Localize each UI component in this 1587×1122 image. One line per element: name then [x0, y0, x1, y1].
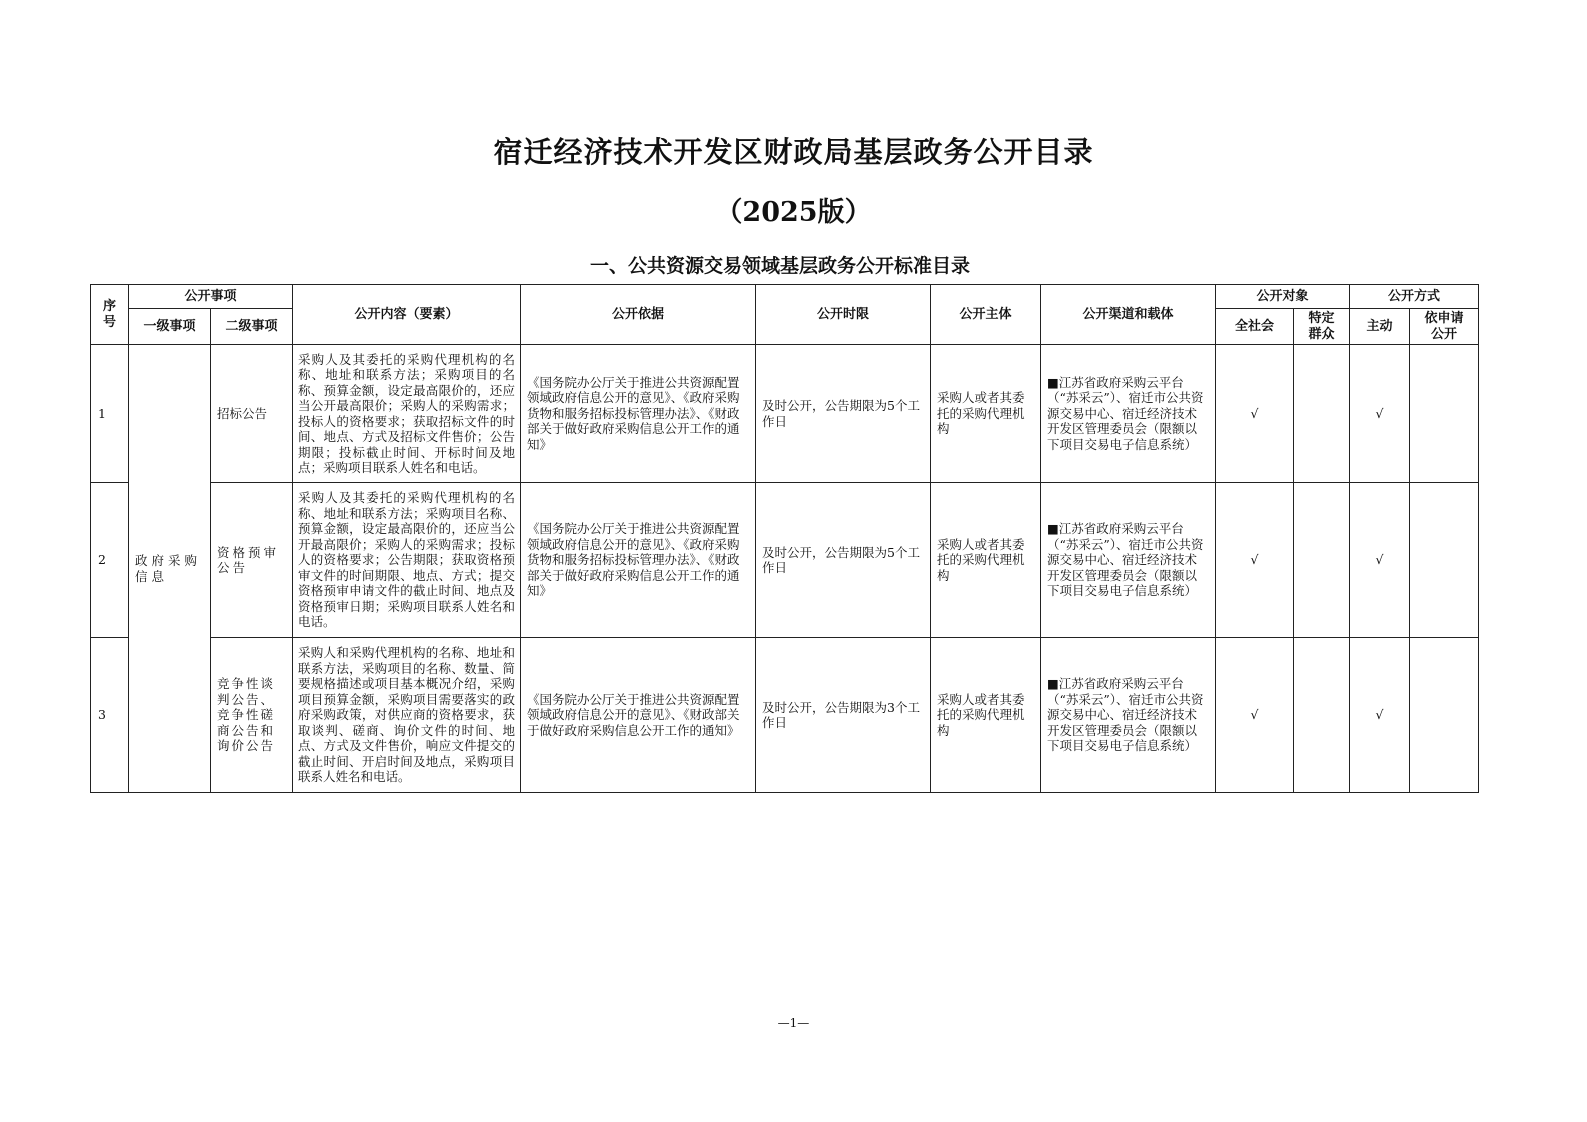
- row-level2: 资格预审公告: [211, 483, 293, 638]
- row-active: √: [1350, 483, 1410, 638]
- row-seq: 1: [91, 345, 129, 483]
- row-level2: 竞争性谈判公告、竞争性磋商公告和询价公告: [211, 638, 293, 793]
- row-basis: 《国务院办公厅关于推进公共资源配置领域政府信息公开的意见》、《政府采购货物和服务招标投标管理办法》、《财政部关于做好政府采购信息公开工作的通知》: [521, 483, 756, 638]
- row-channel: ■江苏省政府采购云平台（“苏采云”）、宿迁市公共资源交易中心、宿迁经济技术开发区管理委员会（限额以下项目交易电子信息系统）: [1041, 638, 1216, 793]
- row-on-request: [1410, 483, 1479, 638]
- header-specific: 特定群众: [1294, 309, 1350, 345]
- row-public: √: [1216, 638, 1294, 793]
- row-channel: ■江苏省政府采购云平台（“苏采云”）、宿迁市公共资源交易中心、宿迁经济技术开发区管理委员会（限额以下项目交易电子信息系统）: [1041, 483, 1216, 638]
- row-seq: 3: [91, 638, 129, 793]
- header-content: 公开内容（要素）: [293, 285, 521, 345]
- row-time-limit: 及时公开，公告期限为3个工作日: [756, 638, 931, 793]
- row-time-limit: 及时公开，公告期限为5个工作日: [756, 483, 931, 638]
- row-specific: [1294, 483, 1350, 638]
- row-basis: 《国务院办公厅关于推进公共资源配置领域政府信息公开的意见》、《政府采购货物和服务招标投标管理办法》、《财政部关于做好政府采购信息公开工作的通知》: [521, 345, 756, 483]
- table-row: [91, 638, 1479, 793]
- row-content: 采购人及其委托的采购代理机构的名称、地址和联系方法；采购项目的名称、预算金额，设定最高限价的，还应当公开最高限价；采购人的采购需求；投标人的资格要求；获取招标文件的时间、地点、方式及招标文件售价；公告期限；投标截止时间、开标时间及地点；采购项目联系人姓名和电话。: [293, 345, 521, 483]
- row-channel: ■江苏省政府采购云平台（“苏采云”）、宿迁市公共资源交易中心、宿迁经济技术开发区管理委员会（限额以下项目交易电子信息系统）: [1041, 345, 1216, 483]
- header-level1: 一级事项: [129, 309, 211, 345]
- header-method: 公开方式: [1350, 285, 1479, 309]
- header-audience: 公开对象: [1216, 285, 1350, 309]
- row-public: √: [1216, 483, 1294, 638]
- table-row: [91, 345, 1479, 483]
- row-on-request: [1410, 345, 1479, 483]
- level1-item: 政府采购信息: [129, 345, 211, 793]
- header-active: 主动: [1350, 309, 1410, 345]
- page-number: —1—: [777, 1016, 810, 1030]
- table-row: [91, 483, 1479, 638]
- row-subject: 采购人或者其委托的采购代理机构: [931, 483, 1041, 638]
- row-content: 采购人和采购代理机构的名称、地址和联系方法，采购项目的名称、数量、简要规格描述或项目基本概况介绍，采购项目预算金额，采购项目需要落实的政府采购政策，对供应商的资格要求，获取谈判、磋商、询价文件的时间、地点、方式及文件售价，响应文件提交的截止时间、开启时间及地点，采购项目联系人姓名和电话。: [293, 638, 521, 793]
- header-time-limit: 公开时限: [756, 285, 931, 345]
- row-seq: 2: [91, 483, 129, 638]
- row-specific: [1294, 638, 1350, 793]
- section-title: 一、公共资源交易领域基层政务公开标准目录: [590, 255, 971, 277]
- header-channel: 公开渠道和载体: [1041, 285, 1216, 345]
- row-active: √: [1350, 345, 1410, 483]
- header-subject: 公开主体: [931, 285, 1041, 345]
- row-public: √: [1216, 345, 1294, 483]
- header-seq: 序号: [91, 285, 129, 345]
- row-level2: 招标公告: [211, 345, 293, 483]
- header-level2: 二级事项: [211, 309, 293, 345]
- row-specific: [1294, 345, 1350, 483]
- row-subject: 采购人或者其委托的采购代理机构: [931, 638, 1041, 793]
- row-active: √: [1350, 638, 1410, 793]
- row-time-limit: 及时公开，公告期限为5个工作日: [756, 345, 931, 483]
- row-basis: 《国务院办公厅关于推进公共资源配置领域政府信息公开的意见》、《财政部关于做好政府采购信息公开工作的通知》: [521, 638, 756, 793]
- row-content: 采购人及其委托的采购代理机构的名称、地址和联系方法；采购项目名称、预算金额，设定最高限价的，还应当公开最高限价；采购人的采购需求；投标人的资格要求；公告期限；获取资格预审文件的时间期限、地点、方式；提交资格预审申请文件的截止时间、地点及资格预审日期；采购项目联系人姓名和电话。: [293, 483, 521, 638]
- header-basis: 公开依据: [521, 285, 756, 345]
- row-on-request: [1410, 638, 1479, 793]
- disclosure-catalog-table: [90, 284, 1479, 793]
- header-items: 公开事项: [129, 285, 293, 309]
- document-subtitle: （2025版）: [715, 197, 872, 228]
- header-public: 全社会: [1216, 309, 1294, 345]
- document-title: 宿迁经济技术开发区财政局基层政务公开目录: [493, 135, 1094, 169]
- row-subject: 采购人或者其委托的采购代理机构: [931, 345, 1041, 483]
- header-on-request: 依申请公开: [1410, 309, 1479, 345]
